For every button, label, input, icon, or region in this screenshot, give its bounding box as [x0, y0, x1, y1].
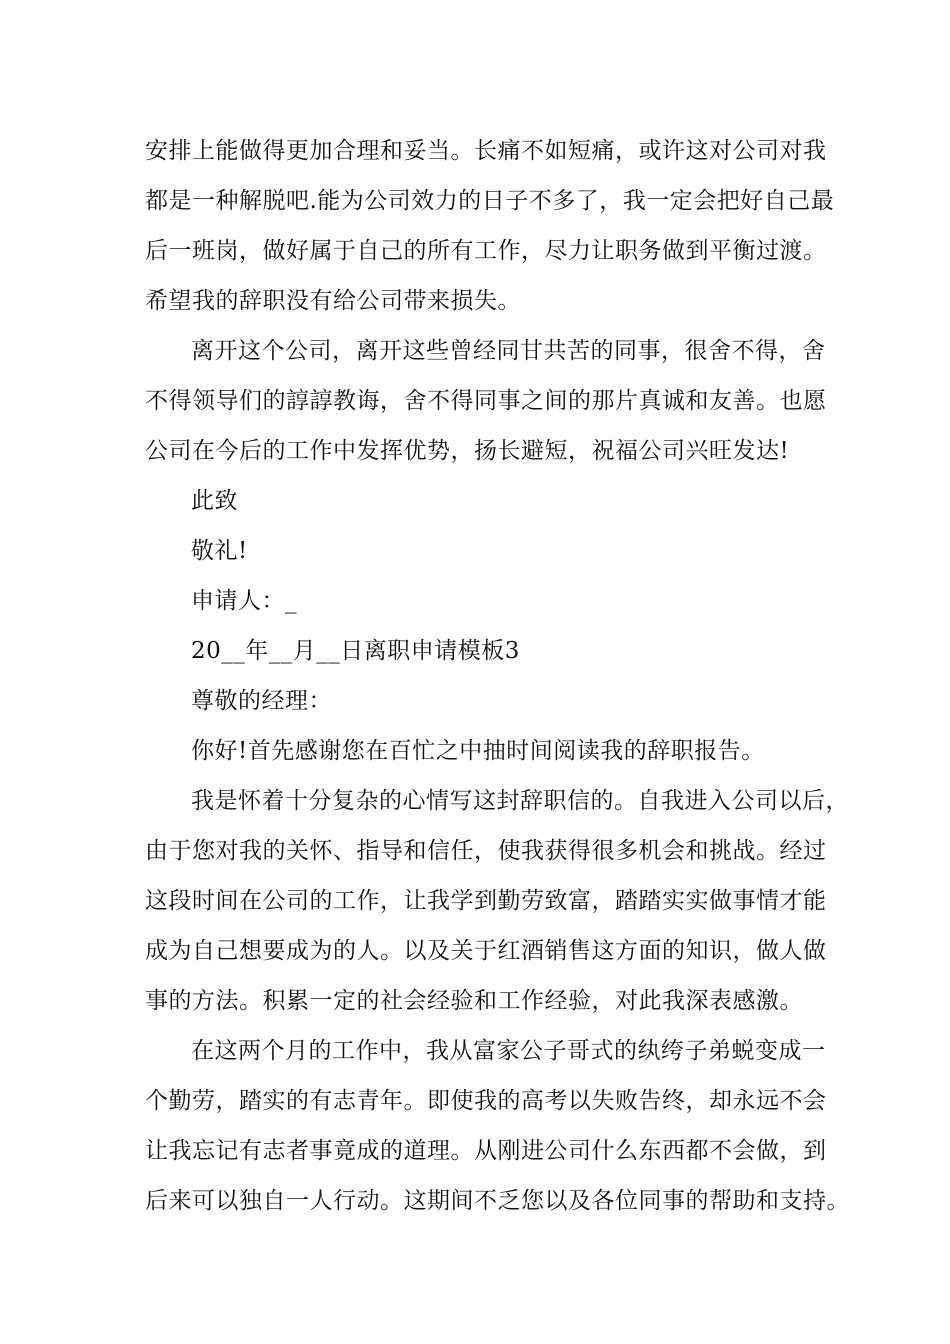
salute-line: 敬礼! [191, 538, 248, 564]
paragraph-1 [145, 126, 835, 326]
paragraph-2 [145, 326, 825, 476]
paragraph-line: 都是一种解脱吧.能为公司效力的日子不多了，我一定会把好自己最 [145, 188, 835, 214]
paragraph-line: 后一班岗，做好属于自己的所有工作，尽力让职务做到平衡过渡。 [145, 238, 827, 264]
paragraph-line: 让我忘记有志者事竟成的道理。从刚进公司什么东西都不会做，到 [145, 1138, 827, 1164]
closing-line: 此致 [191, 488, 238, 514]
paragraph-line: 后来可以独自一人行动。这期间不乏您以及各位同事的帮助和支持。 [145, 1188, 850, 1214]
paragraph-line: 不得领导们的諄諄教诲，舍不得同事之间的那片真诚和友善。也愿 [145, 388, 827, 414]
applicant-line: 申请人：_ [191, 588, 297, 614]
paragraph-3 [145, 776, 849, 1026]
paragraph-line: 希望我的辞职没有给公司带来损失。 [145, 288, 521, 314]
paragraph-line: 这段时间在公司的工作，让我学到勤劳致富，踏踏实实做事情才能 [145, 888, 827, 914]
document-body [145, 126, 850, 1226]
date-title-line: 20__年__月__日离职申请模板3 [191, 638, 520, 664]
paragraph-line: 离开这个公司，离开这些曾经同甘共苦的同事，很舍不得，舍 [191, 338, 826, 364]
paragraph-line: 事的方法。积累一定的社会经验和工作经验，对此我深表感激。 [145, 988, 803, 1014]
opening-line: 你好!首先感谢您在百忙之中抽时间阅读我的辞职报告。 [191, 738, 765, 764]
paragraph-line: 在这两个月的工作中，我从富家公子哥式的纨绔子弟蜕变成一 [191, 1038, 826, 1064]
greeting-line: 尊敬的经理： [191, 688, 332, 714]
paragraph-line: 安排上能做得更加合理和妥当。长痛不如短痛，或许这对公司对我 [145, 138, 827, 164]
paragraph-line: 由于您对我的关怀、指导和信任，使我获得很多机会和挑战。经过 [145, 838, 827, 864]
paragraph-line: 公司在今后的工作中发挥优势，扬长避短，祝福公司兴旺发达! [145, 438, 790, 464]
paragraph-line: 我是怀着十分复杂的心情写这封辞职信的。自我进入公司以后， [191, 788, 849, 814]
paragraph-line: 个勤劳，踏实的有志青年。即使我的高考以失败告终，却永远不会 [145, 1088, 827, 1114]
paragraph-4 [145, 1026, 850, 1226]
paragraph-line: 成为自己想要成为的人。以及关于红酒销售这方面的知识，做人做 [145, 938, 827, 964]
